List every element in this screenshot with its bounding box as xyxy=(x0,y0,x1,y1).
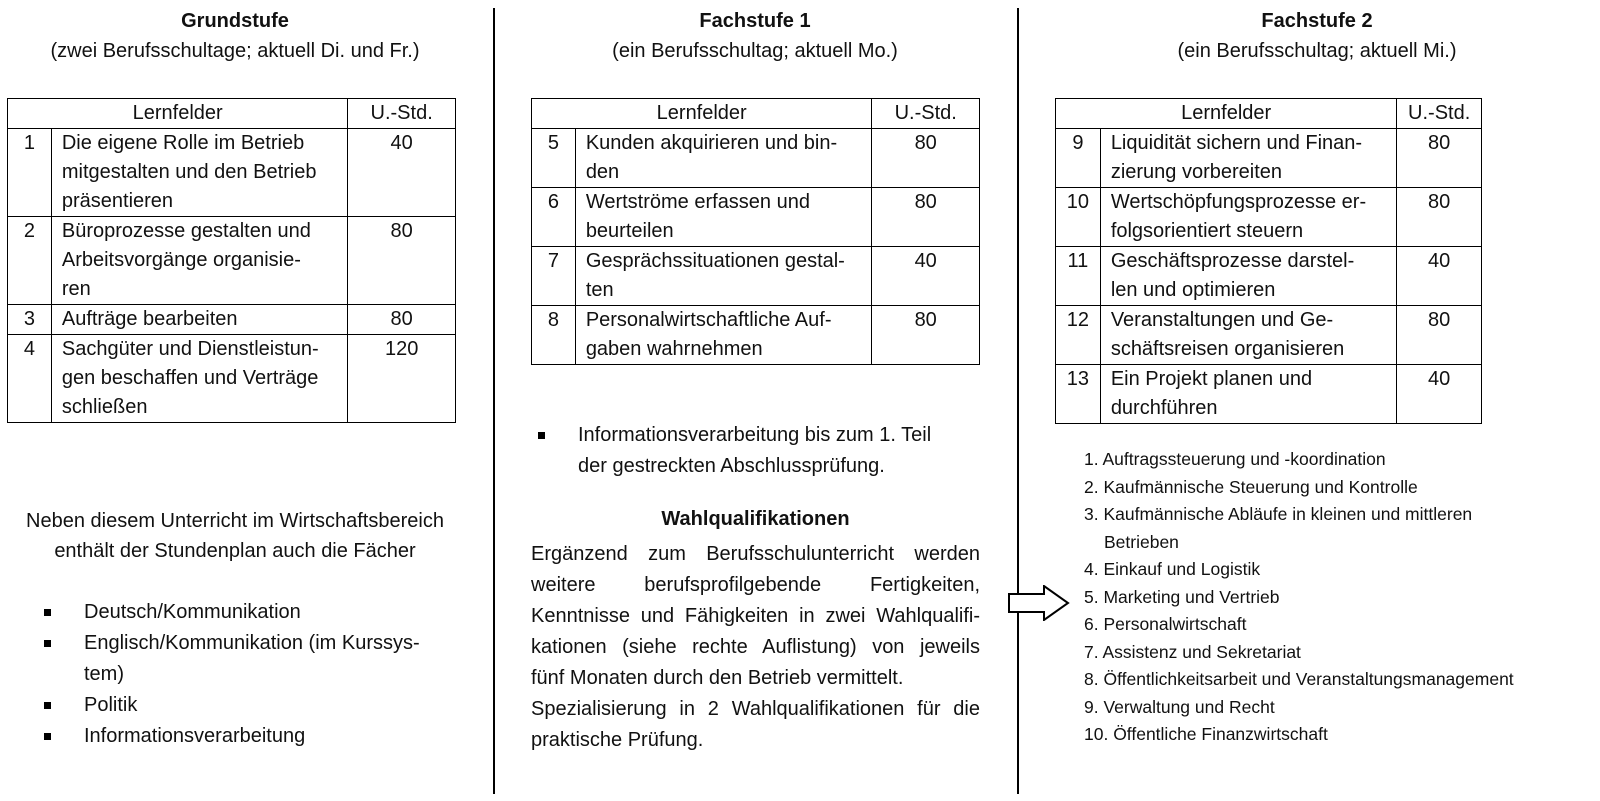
table-header-lernfelder: Lernfelder xyxy=(8,99,348,129)
paragraph-line: Spezialisierung in 2 Wahlqualifikationen für die xyxy=(531,698,980,720)
lernfeld-title-line: präsentieren xyxy=(61,190,174,212)
lernfeld-title-line: Personalwirtschaftliche Auf- xyxy=(585,309,832,331)
lernfeld-number: 10 xyxy=(1056,188,1101,247)
wahlqualifikation-item xyxy=(1084,446,1596,474)
lernfeld-title-line: mitgestalten und den Betrieb xyxy=(61,161,317,183)
grundstufe-subject-list xyxy=(44,597,464,752)
table-row xyxy=(1056,365,1482,424)
lernfeld-title-line: beurteilen xyxy=(585,220,674,242)
wahlqualifikation-item xyxy=(1084,556,1596,584)
lernfeld-number: 3 xyxy=(8,305,52,335)
lernfeld-number: 8 xyxy=(532,306,576,365)
wahlqualifikation-item xyxy=(1084,721,1596,749)
right-arrow-icon xyxy=(1008,585,1070,621)
paragraph-line: Ergänzend zum Berufsschulunterricht werden xyxy=(531,543,980,565)
lernfeld-title-line: Die eigene Rolle im Betrieb xyxy=(61,132,305,154)
lernfeld-hours: 80 xyxy=(872,129,980,188)
subject-item xyxy=(44,690,464,721)
bullet-line: Informationsverarbeitung bis zum 1. Teil xyxy=(578,424,932,446)
lernfeld-title xyxy=(1100,306,1397,365)
lernfeld-hours: 40 xyxy=(348,129,456,217)
bullet-icon xyxy=(44,640,51,647)
table-row xyxy=(532,247,980,306)
lernfeld-hours: 80 xyxy=(348,217,456,305)
lernfeld-title xyxy=(1100,247,1397,306)
lernfeld-title-line: Wertströme erfassen und xyxy=(585,191,810,213)
bullet-icon xyxy=(44,609,51,616)
lernfeld-number: 11 xyxy=(1056,247,1101,306)
subject-line: tem) xyxy=(84,663,124,685)
lernfeld-title-line: Geschäftsprozesse darstel- xyxy=(1110,250,1355,272)
wahlqualifikation-item xyxy=(1084,639,1596,667)
lernfeld-title xyxy=(575,129,872,188)
table-header-stunden: U.-Std. xyxy=(1397,99,1482,129)
lernfeld-number: 4 xyxy=(8,335,52,423)
lernfeld-title-line: durchführen xyxy=(1110,397,1218,419)
wahlqualifikation-line: 2. Kaufmännische Steuerung und Kontrolle xyxy=(1084,476,1418,497)
table-header-lernfelder: Lernfelder xyxy=(1056,99,1397,129)
table-row xyxy=(1056,129,1482,188)
wahlqualifikation-line: 4. Einkauf und Logistik xyxy=(1084,559,1261,579)
lernfeld-hours: 80 xyxy=(348,305,456,335)
lernfeld-number: 5 xyxy=(532,129,576,188)
paragraph-line: weitere berufsprofilgebende Fertigkeiten, xyxy=(531,574,980,596)
lernfeld-title-line: den xyxy=(585,161,620,183)
lernfeld-title-line: Wertschöpfungsprozesse er- xyxy=(1110,191,1367,213)
lernfeld-title-line: Ein Projekt planen und xyxy=(1110,368,1313,390)
grundstufe-note xyxy=(0,506,470,566)
lernfeld-title-line: Gesprächssituationen gestal- xyxy=(585,250,845,272)
wahlqualifikation-line: 7. Assistenz und Sekretariat xyxy=(1084,641,1301,662)
lernfeld-title-line: Aufträge bearbeiten xyxy=(61,308,238,330)
wahlqualifikation-line: 8. Öffentlichkeitsarbeit und Veranstaltungsmanagement xyxy=(1084,669,1514,689)
wahlqualifikation-item xyxy=(1084,501,1596,556)
lernfeld-number: 9 xyxy=(1056,129,1101,188)
grundstufe-lernfelder-table xyxy=(7,98,456,423)
lernfeld-title-line: gen beschaffen und Verträge xyxy=(61,367,319,389)
table-header-stunden: U.-Std. xyxy=(348,99,456,129)
table-row xyxy=(8,335,456,423)
fachstufe1-lernfelder-table xyxy=(531,98,980,365)
wahlqualifikation-item xyxy=(1084,474,1596,502)
lernfeld-number: 13 xyxy=(1056,365,1101,424)
lernfeld-hours: 80 xyxy=(1397,188,1482,247)
lernfeld-title-line: schäftsreisen organisieren xyxy=(1110,338,1345,360)
wahlqualifikation-line: 6. Personalwirtschaft xyxy=(1084,614,1247,634)
lernfeld-hours: 40 xyxy=(1397,247,1482,306)
bullet-icon xyxy=(538,432,545,439)
table-header-lernfelder: Lernfelder xyxy=(532,99,872,129)
lernfeld-title xyxy=(575,247,872,306)
table-row xyxy=(8,305,456,335)
table-header-stunden: U.-Std. xyxy=(872,99,980,129)
lernfeld-title-line: Arbeitsvorgänge organisie- xyxy=(61,249,301,271)
paragraph-line: kationen (siehe rechte Auflistung) von jeweils xyxy=(531,636,980,658)
table-row xyxy=(8,129,456,217)
wahlqualifikation-item xyxy=(1084,584,1596,612)
wahlqualifikationen-heading: Wahlqualifikationen xyxy=(661,508,850,530)
grundstufe-title: Grundstufe xyxy=(181,10,289,32)
fachstufe2-lernfelder-table xyxy=(1055,98,1482,424)
lernfeld-title-line: Büroprozesse gestalten und xyxy=(61,220,311,242)
wahlqualifikationen-list xyxy=(1084,446,1596,749)
lernfeld-title-line: Veranstaltungen und Ge- xyxy=(1110,309,1334,331)
paragraph-line: Kenntnisse und Fähigkeiten in zwei Wahlqualifi- xyxy=(531,605,980,627)
subject-item xyxy=(44,721,464,752)
grundstufe-subtitle: (zwei Berufsschultage; aktuell Di. und Fr.) xyxy=(50,40,420,62)
lernfeld-title xyxy=(1100,129,1397,188)
table-row xyxy=(532,188,980,247)
note-line: Neben diesem Unterricht im Wirtschaftsbereich xyxy=(26,510,444,532)
lernfeld-hours: 120 xyxy=(348,335,456,423)
lernfeld-title xyxy=(51,217,347,305)
bullet-icon xyxy=(44,733,51,740)
lernfeld-title-line: ren xyxy=(61,278,91,300)
lernfeld-number: 12 xyxy=(1056,306,1101,365)
wahlqualifikation-line: Betrieben xyxy=(1104,531,1179,552)
table-row xyxy=(1056,306,1482,365)
lernfeld-title-line: ten xyxy=(585,279,614,301)
subject-item xyxy=(44,597,464,628)
wahlqualifikation-item xyxy=(1084,611,1596,639)
wahlqualifikation-line: 9. Verwaltung und Recht xyxy=(1084,696,1275,717)
wahlqualifikationen-paragraph xyxy=(531,539,980,756)
paragraph-line: praktische Prüfung. xyxy=(531,729,704,751)
lernfeld-hours: 40 xyxy=(1397,365,1482,424)
lernfeld-title-line: schließen xyxy=(61,396,148,418)
subject-line: Deutsch/Kommunikation xyxy=(84,601,301,623)
lernfeld-title-line: zierung vorbereiten xyxy=(1110,161,1283,183)
wahlqualifikation-item xyxy=(1084,694,1596,722)
fachstufe1-subtitle: (ein Berufsschultag; aktuell Mo.) xyxy=(612,40,898,62)
lernfeld-number: 6 xyxy=(532,188,576,247)
list-item xyxy=(538,420,978,482)
lernfeld-title xyxy=(575,306,872,365)
column-divider-left xyxy=(493,8,495,794)
table-row xyxy=(8,217,456,305)
bullet-line: der gestreckten Abschlussprüfung. xyxy=(578,455,885,477)
lernfeld-title xyxy=(1100,188,1397,247)
fachstufe1-title: Fachstufe 1 xyxy=(699,10,811,32)
column-fachstufe-2 xyxy=(1082,0,1552,66)
lernfeld-title xyxy=(51,129,347,217)
wahlqualifikation-line: 1. Auftragssteuerung und -koordination xyxy=(1084,449,1386,469)
lernfeld-title xyxy=(51,335,347,423)
lernfeld-title-line: gaben wahrnehmen xyxy=(585,338,763,360)
wahlqualifikation-line: 3. Kaufmännische Abläufe in kleinen und mittleren xyxy=(1084,504,1473,524)
wahlqualifikation-item xyxy=(1084,666,1596,694)
lernfeld-hours: 80 xyxy=(872,306,980,365)
lernfeld-hours: 80 xyxy=(872,188,980,247)
fachstufe2-subtitle: (ein Berufsschultag; aktuell Mi.) xyxy=(1177,40,1457,62)
table-row xyxy=(1056,188,1482,247)
fachstufe1-info-bullet xyxy=(538,420,978,482)
lernfeld-number: 1 xyxy=(8,129,52,217)
subject-line: Englisch/Kommunikation (im Kurssys- xyxy=(84,632,420,654)
lernfeld-number: 7 xyxy=(532,247,576,306)
lernfeld-title-line: Liquidität sichern und Finan- xyxy=(1110,132,1363,154)
lernfeld-title-line: Sachgüter und Dienstleistun- xyxy=(61,338,319,360)
subject-item xyxy=(44,628,464,690)
subject-line: Politik xyxy=(84,694,138,716)
lernfeld-title-line: folgsorientiert steuern xyxy=(1110,220,1304,242)
wahlqualifikation-line: 10. Öffentliche Finanzwirtschaft xyxy=(1084,724,1328,744)
column-grundstufe xyxy=(0,0,470,66)
wahlqualifikation-line: 5. Marketing und Vertrieb xyxy=(1084,586,1280,607)
lernfeld-hours: 40 xyxy=(872,247,980,306)
table-row xyxy=(532,306,980,365)
bullet-icon xyxy=(44,702,51,709)
table-row xyxy=(1056,247,1482,306)
lernfeld-title xyxy=(1100,365,1397,424)
table-row xyxy=(532,129,980,188)
note-line: enthält der Stundenplan auch die Fächer xyxy=(54,540,416,562)
subject-line: Informationsverarbeitung xyxy=(84,725,306,747)
lernfeld-title xyxy=(51,305,347,335)
lernfeld-number: 2 xyxy=(8,217,52,305)
lernfeld-title-line: len und optimieren xyxy=(1110,279,1276,301)
column-divider-right xyxy=(1017,8,1019,794)
lernfeld-title xyxy=(575,188,872,247)
paragraph-line: fünf Monaten durch den Betrieb vermittelt. xyxy=(531,667,904,689)
lernfeld-hours: 80 xyxy=(1397,129,1482,188)
fachstufe2-title: Fachstufe 2 xyxy=(1261,10,1373,32)
lernfeld-hours: 80 xyxy=(1397,306,1482,365)
lernfeld-title-line: Kunden akquirieren und bin- xyxy=(585,132,838,154)
column-fachstufe-1 xyxy=(520,0,990,66)
